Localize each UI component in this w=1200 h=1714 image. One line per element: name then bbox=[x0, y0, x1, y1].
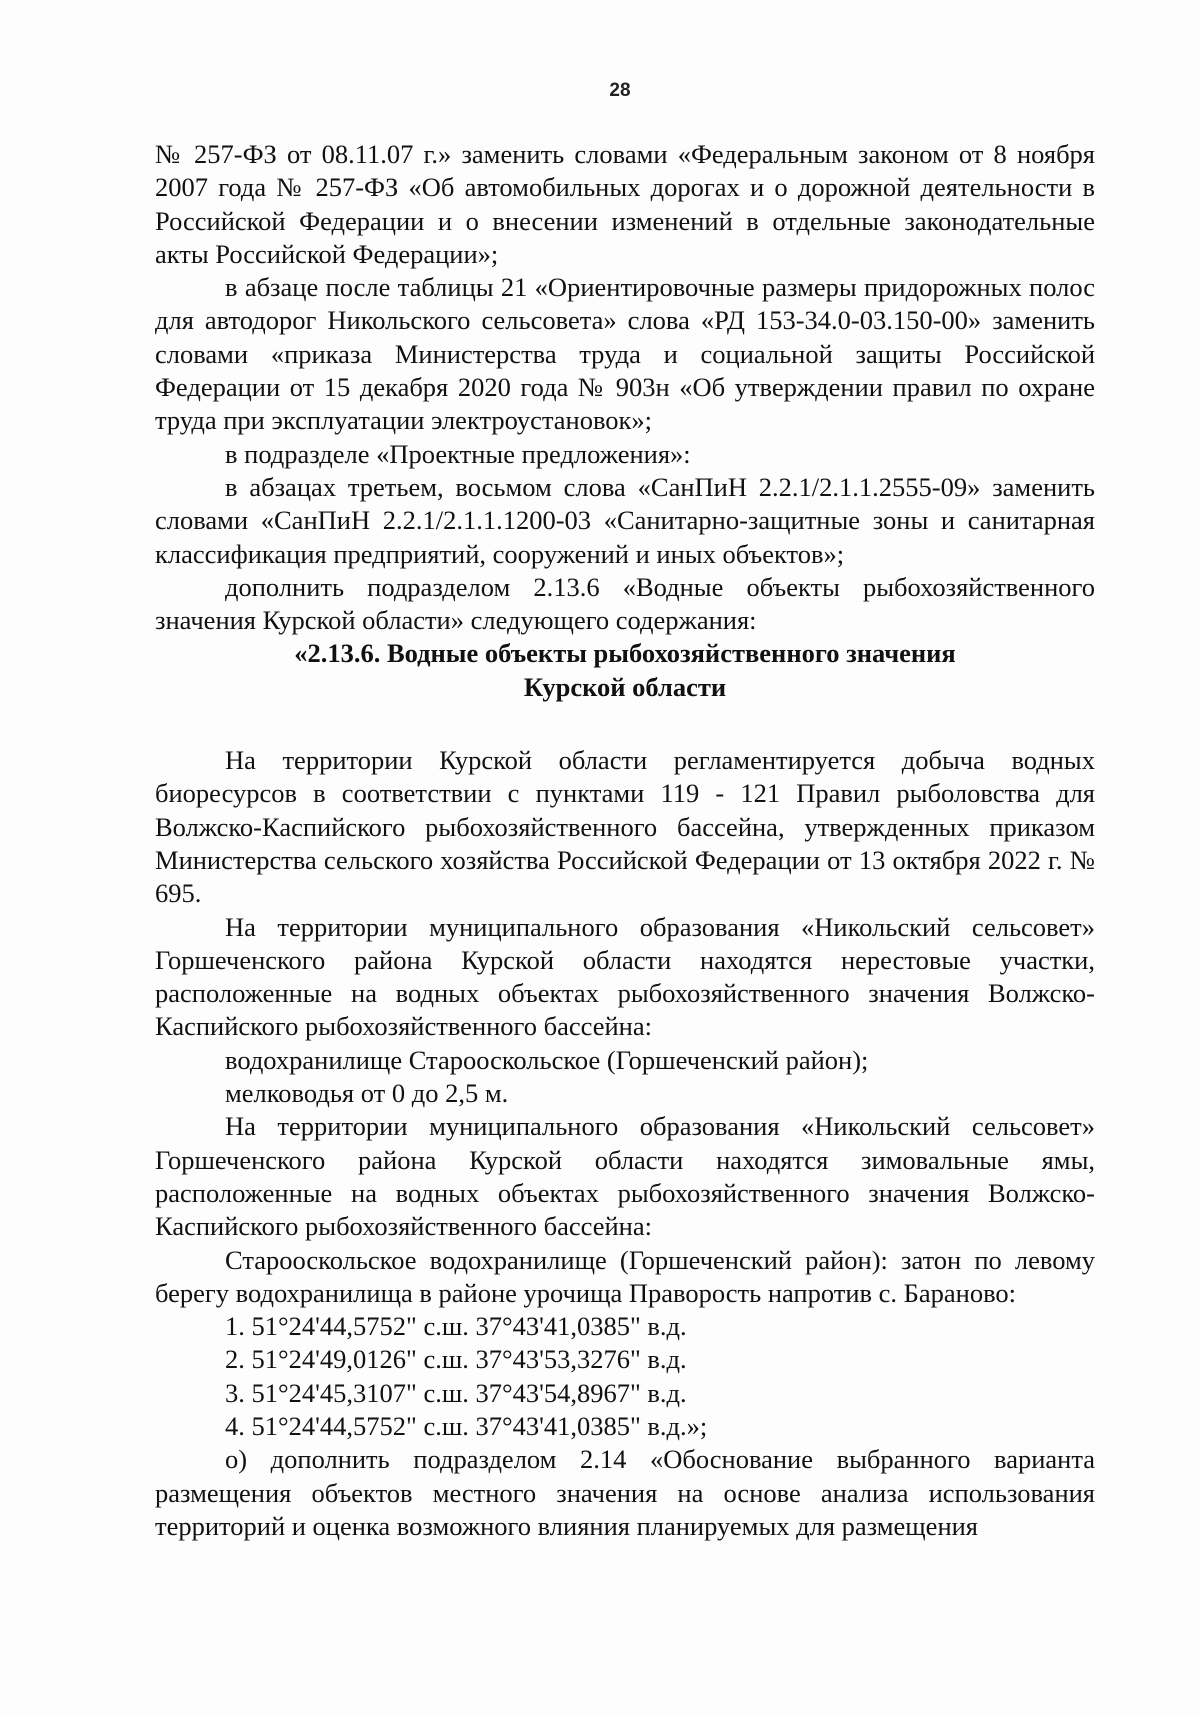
paragraph-wintering-pits: На территории муниципального образования «Никольский сельсовет» Горшеченского района Курской области находятся зимовальные ямы, расположенные на водных объектах рыбохозяйственного значения Волжско-Каспийского рыбохозяйственного бассейна: bbox=[155, 1111, 1095, 1242]
coordinate-item: 2. 51°24'49,0126" с.ш. 37°43'53,3276" в.д. bbox=[225, 1344, 687, 1375]
document-body bbox=[155, 138, 1095, 1543]
list-item-shallows: мелководья от 0 до 2,5 м. bbox=[225, 1078, 509, 1109]
spacer bbox=[155, 704, 1095, 744]
paragraph-reservoir-location: Старооскольское водохранилище (Горшеченский район): затон по левому берегу водохранилища в районе урочища Праворость напротив с. Бараново: bbox=[155, 1244, 1095, 1308]
paragraph-continuation: № 257-ФЗ от 08.11.07 г.» заменить словами «Федеральным законом от 8 ноября 2007 года № 257-ФЗ «Об автомобильных дорогах и о дорожной деятельности в Российской Федерации и о внесении изменений в отдельные законодательные акты Российской Федерации»; bbox=[155, 139, 1095, 269]
coordinate-item: 3. 51°24'45,3107" с.ш. 37°43'54,8967" в.д. bbox=[225, 1377, 687, 1408]
paragraph-table-21-amendment: в абзаце после таблицы 21 «Ориентировочные размеры придорожных полос для автодорог Никольского сельсовета» слова «РД 153-34.0-03.150-00» заменить словами «приказа Министерства труда и социальной защиты Российской Федерации от 15 декабря 2020 года № 903н «Об утверждении правил по охране труда при эксплуатации электроустановок»; bbox=[155, 272, 1095, 436]
paragraph-subsection-proposals: в подразделе «Проектные предложения»: bbox=[225, 438, 691, 469]
paragraph-spawning-areas: На территории муниципального образования «Никольский сельсовет» Горшеченского района Курской области находятся нерестовые участки, расположенные на водных объектах рыбохозяйственного значения Волжско-Каспийского рыбохозяйственного бассейна: bbox=[155, 911, 1095, 1042]
section-heading-line-2: Курской области bbox=[523, 671, 727, 702]
coordinate-item: 4. 51°24'44,5752" с.ш. 37°43'41,0385" в.д.»; bbox=[225, 1410, 708, 1441]
paragraph-add-subsection: дополнить подразделом 2.13.6 «Водные объекты рыбохозяйственного значения Курской области» следующего содержания: bbox=[155, 571, 1095, 636]
paragraph-fishing-rules: На территории Курской области регламентируется добыча водных биоресурсов в соответствии с пунктами 119 - 121 Правил рыболовства для Волжско-Каспийского рыбохозяйственного бассейна, утвержденных приказом Министерства сельского хозяйства Российской Федерации от 13 октября 2022 г. № 695. bbox=[155, 745, 1095, 909]
coordinate-item: 1. 51°24'44,5752" с.ш. 37°43'41,0385" в.д. bbox=[225, 1311, 687, 1342]
paragraph-sanpin-amendment: в абзацах третьем, восьмом слова «СанПиН 2.2.1/2.1.1.2555-09» заменить словами «СанПиН 2.2.1/2.1.1.1200-03 «Санитарно-защитные зоны и санитарная классификация предприятий, сооружений и иных объектов»; bbox=[155, 471, 1095, 569]
paragraph-subsection-2-14: о) дополнить подразделом 2.14 «Обоснование выбранного варианта размещения объектов местного значения на основе анализа использования территорий и оценка возможного влияния планируемых для размещения bbox=[155, 1444, 1095, 1541]
page-number: 28 bbox=[609, 80, 631, 101]
list-item-reservoir: водохранилище Старооскольское (Горшеченский район); bbox=[225, 1044, 869, 1075]
section-heading-line-1: «2.13.6. Водные объекты рыбохозяйственного значения bbox=[294, 638, 956, 669]
